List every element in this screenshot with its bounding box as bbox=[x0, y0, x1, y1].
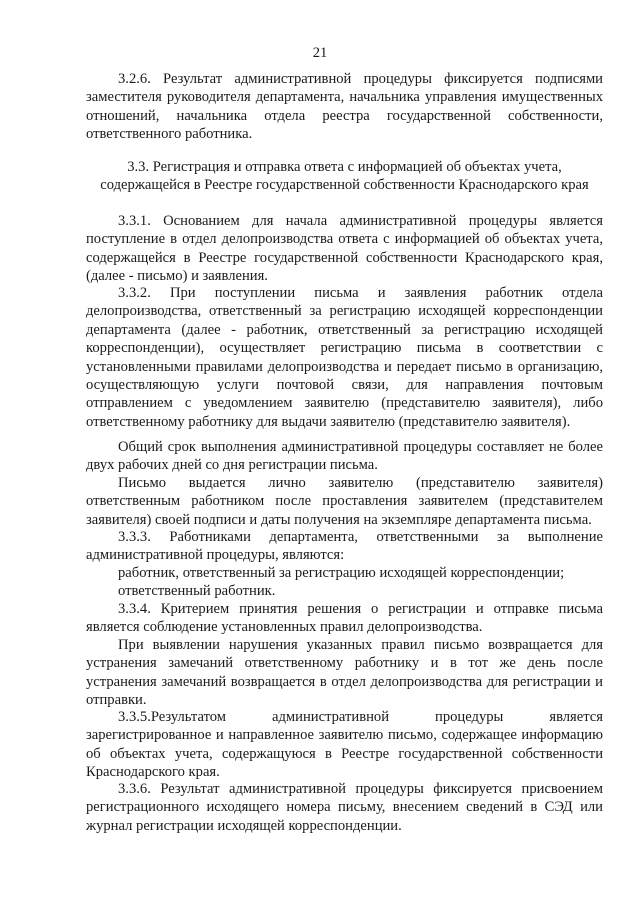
paragraph-3-3-2: 3.3.2. При поступлении письма и заявления работник отдела делопроизводства, ответственный за регистрацию исходящей корреспонденции департамента (далее - работник, ответственный за регистрацию исходящей корреспонденции), осуществляет регистрацию письма в соответствии с установленными правилами делопроизводства и передает письмо в организацию, осуществляющую услуги почтовой связи, для направления почтовым отправлением с уведомлением заявителю (представителю заявителя), либо ответственному работнику для выдачи заявителю (представителю заявителя). bbox=[86, 285, 603, 430]
paragraph-3-3-1: 3.3.1. Основанием для начала административной процедуры является поступление в отдел делопроизводства ответа с информацией об объектах учета, содержащейся в Реестре государственной собственности Краснодарского края, (далее - письмо) и заявления. bbox=[86, 213, 603, 285]
section-heading bbox=[86, 158, 603, 195]
paragraph-violation: При выявлении нарушения указанных правил письмо возвращается для устранения замечаний ответственному работнику и в тот же день после устранения замечаний возвращается в отдел делопроизводства для регистрации и отправки. bbox=[86, 637, 603, 709]
list-item: ответственный работник. bbox=[118, 583, 276, 600]
responsible-list bbox=[86, 564, 603, 601]
paragraph-3-3-6: 3.3.6. Результат административной процедуры фиксируется присвоением регистрационного исходящего номера письму, внесением сведений в СЭД или журнал регистрации исходящей корреспонденции. bbox=[86, 781, 603, 834]
paragraph-3-3-5: 3.3.5.Результатом административной процедуры является зарегистрированное и направленное заявителю письмо, содержащее информацию об объектах учета, содержащуюся в Реестре государственной собственности Краснодарского края. bbox=[86, 709, 603, 781]
section-heading-line-2: содержащейся в Реестре государственной собственности Краснодарского края bbox=[100, 177, 589, 194]
page-number: 21 bbox=[312, 45, 328, 61]
paragraph-total-term: Общий срок выполнения административной процедуры составляет не более двух рабочих дней со дня регистрации письма. bbox=[86, 439, 603, 474]
paragraph-3-2-6: 3.2.6. Результат административной процедуры фиксируется подписями заместителя руководителя департамента, начальника управления имущественных отношений, начальника отдела реестра государственной собственности, ответственного работника. bbox=[86, 71, 603, 143]
paragraph-3-3-3: 3.3.3. Работниками департамента, ответственными за выполнение административной процедуры, являются: bbox=[86, 529, 603, 564]
paragraph-letter-issue: Письмо выдается лично заявителю (представителю заявителя) ответственным работником после проставления заявителем (представителем заявителя) своей подписи и даты получения на экземпляре департамента письма. bbox=[86, 475, 603, 528]
section-heading-line-1: 3.3. Регистрация и отправка ответа с информацией об объектах учета, bbox=[127, 159, 562, 175]
paragraph-3-3-4: 3.3.4. Критерием принятия решения о регистрации и отправке письма является соблюдение установленных правил делопроизводства. bbox=[86, 601, 603, 636]
list-item: работник, ответственный за регистрацию исходящей корреспонденции; bbox=[118, 565, 565, 581]
